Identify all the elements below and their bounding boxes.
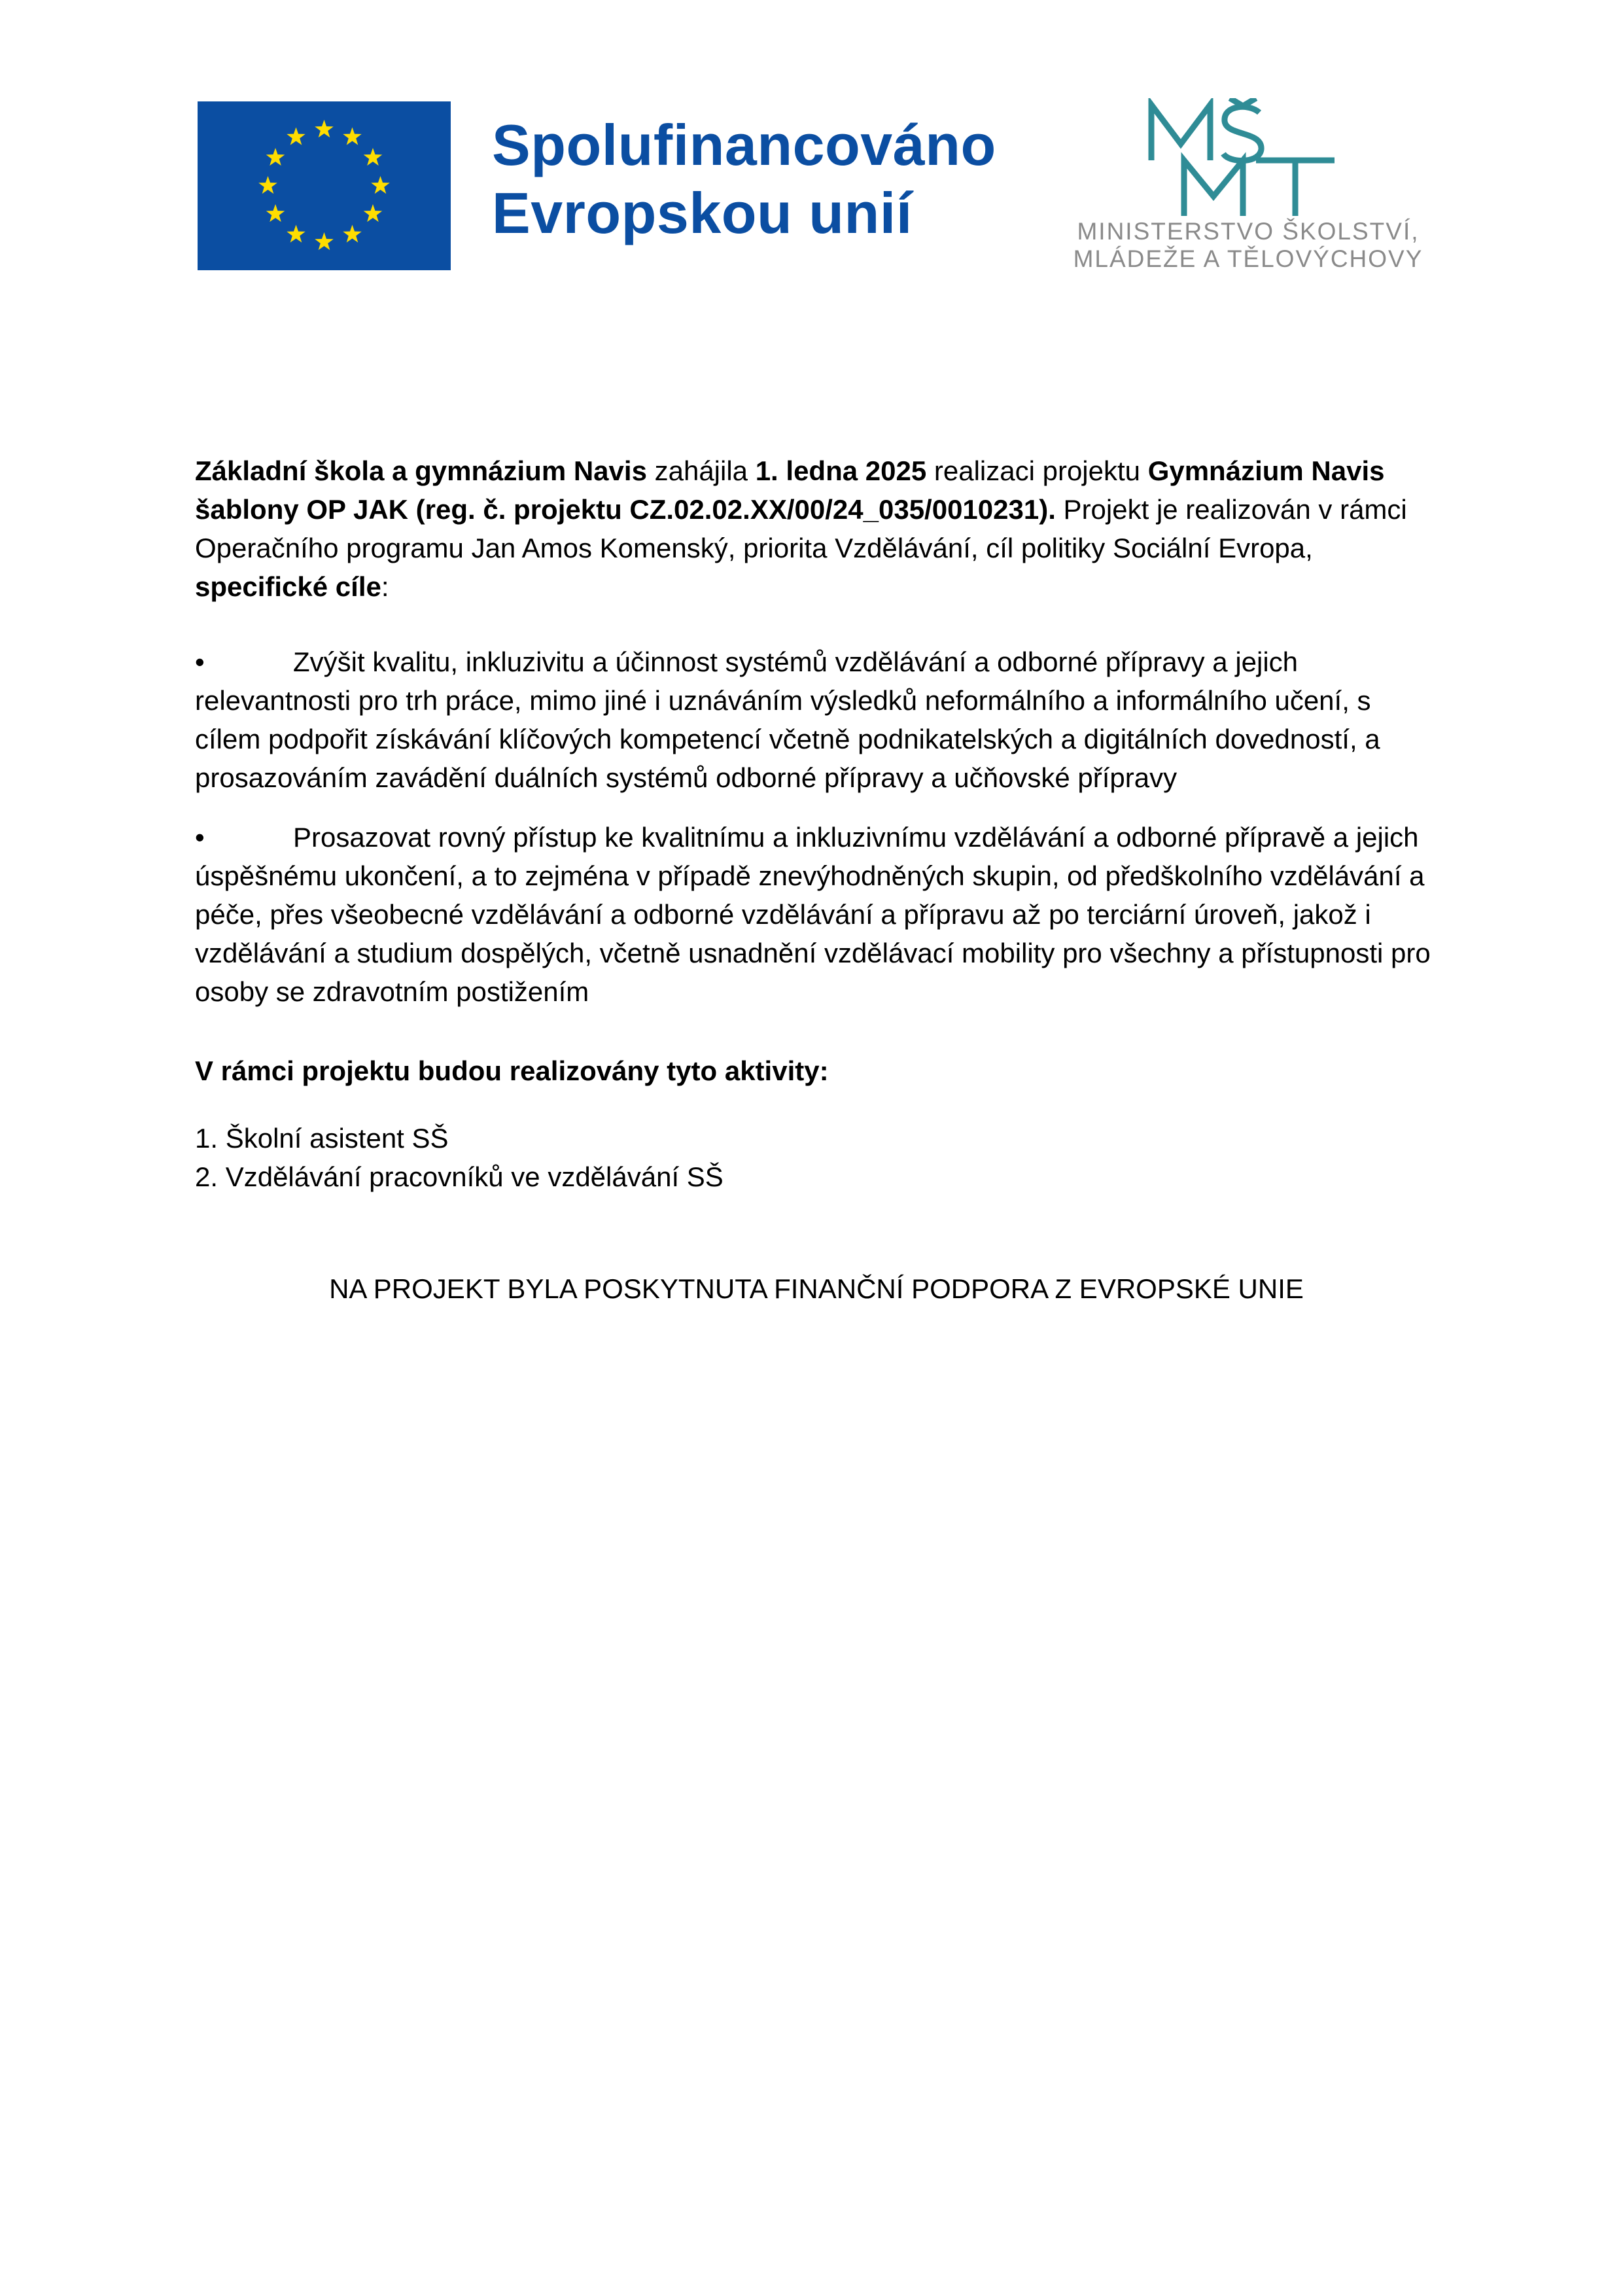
intro-text-4: : — [381, 571, 389, 602]
activities-list — [195, 1119, 1438, 1196]
project-start-date: 1. ledna 2025 — [755, 455, 927, 486]
specific-goals-label: specifické cíle — [195, 571, 381, 602]
goal-bullet — [195, 818, 1438, 1011]
goal-bullet — [195, 643, 1438, 797]
intro-text-2: realizaci projektu — [926, 455, 1148, 486]
school-name: Základní škola a gymnázium Navis — [195, 455, 647, 486]
intro-text-1: zahájila — [646, 455, 756, 486]
intro-text-3: Projekt je realizován v rámci Operačního programu Jan Amos Komenský, priorita Vzdělávání, cíl politiky Sociální Evropa, — [195, 494, 1407, 563]
msmt-ministry-name — [1065, 218, 1431, 273]
activities-heading: V rámci projektu budou realizovány tyto aktivity: — [195, 1055, 829, 1086]
eu-text-line2: Evropskou unií — [492, 181, 913, 245]
bullet-marker: • — [195, 822, 205, 853]
document-body — [195, 451, 1438, 1308]
msmt-name-line1: MINISTERSTVO ŠKOLSTVÍ, — [1077, 218, 1420, 245]
msmt-monogram-logo — [1145, 98, 1341, 222]
activity-item: 2. Vzdělávání pracovníků ve vzdělávání SŠ — [195, 1161, 724, 1192]
bullet-marker: • — [195, 646, 205, 677]
document-header — [0, 0, 1623, 327]
eu-funding-note: NA PROJEKT BYLA POSKYTNUTA FINANČNÍ PODPORA Z EVROPSKÉ UNIE — [329, 1273, 1304, 1304]
eu-text-line1: Spolufinancováno — [492, 113, 996, 177]
project-name: Gymnázium Navis šablony OP JAK (reg. č. projektu CZ.02.02.XX/00/24_035/0010231). — [195, 455, 1385, 525]
msmt-name-line2: MLÁDEŽE A TĚLOVÝCHOVY — [1073, 245, 1423, 272]
intro-paragraph — [195, 451, 1438, 606]
goal-text: Zvýšit kvalitu, inkluzivitu a účinnost systémů vzdělávání a odborné přípravy a jejich relevantnosti pro trh práce, mimo jiné i uznáváním výsledků neformálního a informálního učení, s cílem podpořit získávání klíčových kompetencí včetně podnikatelských a digitálních dovedností, a prosazováním zavádění duálních systémů odborné přípravy a učňovské přípravy — [195, 646, 1380, 793]
eu-flag-logo — [198, 101, 451, 270]
activity-item: 1. Školní asistent SŠ — [195, 1123, 449, 1154]
goal-text: Prosazovat rovný přístup ke kvalitnímu a inkluzivnímu vzdělávání a odborné přípravě a jejich úspěšnému ukončení, a to zejména v případě znevýhodněných skupin, od předškolního vzdělávání a péče, přes všeobecné vzdělávání a odborné vzdělávání a přípravu až po terciární úroveň, jakož i vzdělávání a studium dospělých, včetně usnadnění vzdělávací mobility pro všechny a přístupnosti pro osoby se zdravotním postižením — [195, 822, 1431, 1007]
eu-cofinanced-text — [492, 111, 996, 247]
